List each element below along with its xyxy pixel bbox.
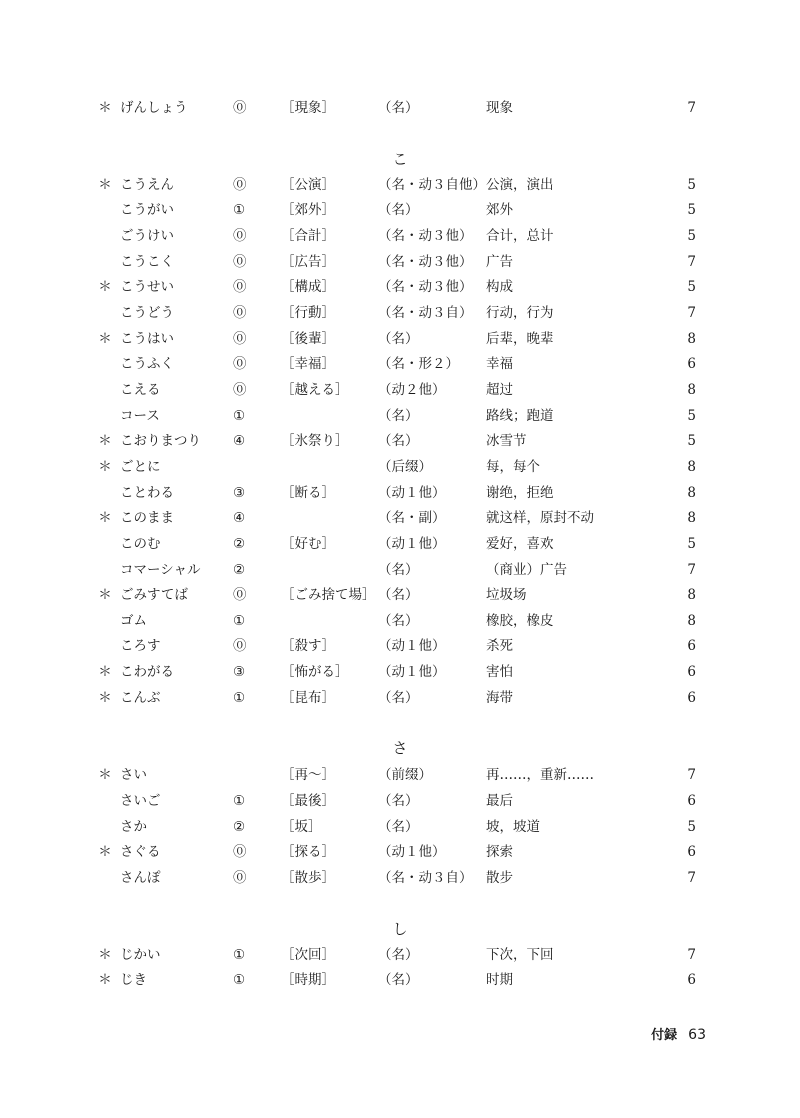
part-of-speech: （名） <box>378 408 419 424</box>
vocab-row <box>0 634 800 658</box>
vocab-row <box>0 660 800 684</box>
kanji-form: ［行動］ <box>281 305 335 321</box>
reading: こうはい <box>120 331 174 347</box>
reading: こうがい <box>120 202 174 218</box>
vocab-row <box>0 378 800 402</box>
part-of-speech: （名） <box>378 202 419 218</box>
section-heading: こ <box>392 150 408 168</box>
meaning: 构成 <box>486 279 513 295</box>
reading: コース <box>120 408 160 424</box>
lesson-number: 8 <box>687 510 696 526</box>
reading: こうえん <box>120 177 174 193</box>
meaning: 橡胶，橡皮 <box>486 613 554 629</box>
meaning: 路线；跑道 <box>486 408 554 424</box>
kanji-form: ［好む］ <box>281 536 335 552</box>
vocab-row <box>0 583 800 607</box>
kanji-form: ［時期］ <box>281 972 335 988</box>
meaning: 广告 <box>486 254 513 270</box>
meaning: 垃圾场 <box>486 587 527 603</box>
meaning: 现象 <box>486 100 513 116</box>
part-of-speech: （动１他） <box>378 844 446 860</box>
meaning: 散步 <box>486 870 513 886</box>
meaning: 合计，总计 <box>486 228 554 244</box>
accent-mark: ⓪ <box>233 100 247 116</box>
accent-mark: ⓪ <box>233 844 247 860</box>
lesson-number: 5 <box>687 536 696 552</box>
reading: ゴム <box>120 613 147 629</box>
lesson-number: 8 <box>687 459 696 475</box>
meaning: 害怕 <box>486 664 513 680</box>
part-of-speech: （名） <box>378 947 419 963</box>
kanji-form: ［合計］ <box>281 228 335 244</box>
meaning: 后辈，晚辈 <box>486 331 554 347</box>
lesson-number: 7 <box>687 305 696 321</box>
review-star-marker: ＊ <box>98 972 112 988</box>
review-star-marker: ＊ <box>98 510 112 526</box>
vocab-row <box>0 968 800 992</box>
lesson-number: 6 <box>687 844 696 860</box>
accent-mark: ⓪ <box>233 382 247 398</box>
vocab-row <box>0 173 800 197</box>
reading: ことわる <box>120 485 174 501</box>
kanji-form: ［幸福］ <box>281 356 335 372</box>
review-star-marker: ＊ <box>98 690 112 706</box>
kanji-form: ［氷祭り］ <box>281 433 349 449</box>
accent-mark: ⓪ <box>233 254 247 270</box>
vocab-row <box>0 789 800 813</box>
lesson-number: 6 <box>687 664 696 680</box>
reading: こんぶ <box>120 690 161 706</box>
lesson-number: 7 <box>687 254 696 270</box>
part-of-speech: （名） <box>378 587 419 603</box>
accent-mark: ⓪ <box>233 228 247 244</box>
accent-mark: ① <box>233 613 246 629</box>
lesson-number: 8 <box>687 587 696 603</box>
vocab-row <box>0 224 800 248</box>
part-of-speech: （名・动３他） <box>378 228 473 244</box>
part-of-speech: （名） <box>378 819 419 835</box>
vocab-row <box>0 815 800 839</box>
review-star-marker: ＊ <box>98 100 112 116</box>
vocab-row <box>0 96 800 120</box>
lesson-number: 7 <box>687 562 696 578</box>
review-star-marker: ＊ <box>98 433 112 449</box>
reading: じかい <box>120 947 161 963</box>
kanji-form: ［次回］ <box>281 947 335 963</box>
vocab-row <box>0 198 800 222</box>
reading: ころす <box>120 638 161 654</box>
accent-mark: ⓪ <box>233 177 247 193</box>
accent-mark: ① <box>233 947 246 963</box>
meaning: 爱好，喜欢 <box>486 536 554 552</box>
accent-mark: ③ <box>233 664 246 680</box>
reading: こえる <box>120 382 161 398</box>
kanji-form: ［殺す］ <box>281 638 335 654</box>
part-of-speech: （名） <box>378 613 419 629</box>
reading: さか <box>120 819 147 835</box>
appendix-label: 付録 <box>651 1028 678 1043</box>
lesson-number: 6 <box>687 793 696 809</box>
lesson-number: 6 <box>687 972 696 988</box>
accent-mark: ⓪ <box>233 870 247 886</box>
accent-mark: ① <box>233 690 246 706</box>
meaning: 海带 <box>486 690 513 706</box>
lesson-number: 5 <box>687 819 696 835</box>
reading: ごうけい <box>120 228 174 244</box>
vocab-row <box>0 455 800 479</box>
vocab-row <box>0 763 800 787</box>
page-footer <box>580 1022 706 1046</box>
lesson-number: 6 <box>687 356 696 372</box>
part-of-speech: （名・动３自他） <box>378 177 486 193</box>
accent-mark: ① <box>233 972 246 988</box>
lesson-number: 8 <box>687 485 696 501</box>
reading: さい <box>120 767 147 783</box>
review-star-marker: ＊ <box>98 279 112 295</box>
accent-mark: ⓪ <box>233 356 247 372</box>
reading: こおりまつり <box>120 433 201 449</box>
part-of-speech: （前缀） <box>378 767 432 783</box>
lesson-number: 6 <box>687 638 696 654</box>
lesson-number: 5 <box>687 433 696 449</box>
vocab-row <box>0 558 800 582</box>
reading: このむ <box>120 536 161 552</box>
accent-mark: ① <box>233 408 246 424</box>
accent-mark: ① <box>233 202 246 218</box>
reading: このまま <box>120 510 174 526</box>
vocab-row <box>0 609 800 633</box>
section-heading: し <box>392 920 408 938</box>
meaning: 最后 <box>486 793 513 809</box>
review-star-marker: ＊ <box>98 587 112 603</box>
reading: じき <box>120 972 147 988</box>
reading: げんしょう <box>120 100 188 116</box>
review-star-marker: ＊ <box>98 947 112 963</box>
reading: こうどう <box>120 305 174 321</box>
part-of-speech: （名） <box>378 972 419 988</box>
part-of-speech: （名・动３他） <box>378 254 473 270</box>
kanji-form: ［昆布］ <box>281 690 335 706</box>
lesson-number: 7 <box>687 100 696 116</box>
meaning: 郊外 <box>486 202 513 218</box>
kanji-form: ［後輩］ <box>281 331 335 347</box>
review-star-marker: ＊ <box>98 767 112 783</box>
vocab-row <box>0 840 800 864</box>
reading: ごみすてば <box>120 587 188 603</box>
part-of-speech: （动１他） <box>378 485 446 501</box>
review-star-marker: ＊ <box>98 844 112 860</box>
meaning: 超过 <box>486 382 513 398</box>
vocab-row <box>0 275 800 299</box>
accent-mark: ④ <box>233 433 246 449</box>
lesson-number: 5 <box>687 202 696 218</box>
vocab-row <box>0 250 800 274</box>
review-star-marker: ＊ <box>98 664 112 680</box>
reading: こうふく <box>120 356 174 372</box>
part-of-speech: （名・动３他） <box>378 279 473 295</box>
part-of-speech: （名・动３自） <box>378 305 473 321</box>
accent-mark: ④ <box>233 510 246 526</box>
reading: こうこく <box>120 254 174 270</box>
meaning: 行动，行为 <box>486 305 554 321</box>
meaning: 再……，重新…… <box>486 767 594 783</box>
lesson-number: 7 <box>687 870 696 886</box>
meaning: 时期 <box>486 972 513 988</box>
reading: さぐる <box>120 844 161 860</box>
part-of-speech: （动１他） <box>378 638 446 654</box>
vocab-row <box>0 506 800 530</box>
review-star-marker: ＊ <box>98 177 112 193</box>
kanji-form: ［公演］ <box>281 177 335 193</box>
page-number: 63 <box>688 1027 706 1043</box>
meaning: 探索 <box>486 844 513 860</box>
lesson-number: 7 <box>687 767 696 783</box>
kanji-form: ［現象］ <box>281 100 335 116</box>
part-of-speech: （名） <box>378 331 419 347</box>
vocab-row <box>0 352 800 376</box>
part-of-speech: （名） <box>378 433 419 449</box>
part-of-speech: （名・副） <box>378 510 446 526</box>
kanji-form: ［断る］ <box>281 485 335 501</box>
part-of-speech: （名） <box>378 562 419 578</box>
review-star-marker: ＊ <box>98 459 112 475</box>
meaning: 下次，下回 <box>486 947 554 963</box>
vocab-row <box>0 532 800 556</box>
accent-mark: ③ <box>233 485 246 501</box>
section-heading: さ <box>392 739 408 757</box>
part-of-speech: （名） <box>378 690 419 706</box>
reading: さんぽ <box>120 870 161 886</box>
kanji-form: ［怖がる］ <box>281 664 349 680</box>
accent-mark: ② <box>233 562 246 578</box>
kanji-form: ［再～］ <box>281 767 335 783</box>
kanji-form: ［越える］ <box>281 382 349 398</box>
reading: こわがる <box>120 664 174 680</box>
accent-mark: ⓪ <box>233 638 247 654</box>
vocab-row <box>0 327 800 351</box>
vocab-row <box>0 481 800 505</box>
lesson-number: 6 <box>687 690 696 706</box>
kanji-form: ［探る］ <box>281 844 335 860</box>
lesson-number: 5 <box>687 177 696 193</box>
kanji-form: ［最後］ <box>281 793 335 809</box>
lesson-number: 5 <box>687 279 696 295</box>
vocab-row <box>0 686 800 710</box>
accent-mark: ② <box>233 819 246 835</box>
part-of-speech: （名） <box>378 793 419 809</box>
part-of-speech: （名・形２） <box>378 356 459 372</box>
meaning: 就这样，原封不动 <box>486 510 594 526</box>
meaning: 冰雪节 <box>486 433 527 449</box>
lesson-number: 5 <box>687 408 696 424</box>
part-of-speech: （后缀） <box>378 459 432 475</box>
vocab-row <box>0 866 800 890</box>
vocab-row <box>0 301 800 325</box>
part-of-speech: （名） <box>378 100 419 116</box>
kanji-form: ［坂］ <box>281 819 322 835</box>
vocab-row <box>0 429 800 453</box>
vocab-row <box>0 943 800 967</box>
reading: こうせい <box>120 279 174 295</box>
lesson-number: 5 <box>687 228 696 244</box>
accent-mark: ⓪ <box>233 587 247 603</box>
kanji-form: ［散歩］ <box>281 870 335 886</box>
reading: さいご <box>120 793 161 809</box>
meaning: 杀死 <box>486 638 513 654</box>
kanji-form: ［郊外］ <box>281 202 335 218</box>
meaning: 公演，演出 <box>486 177 554 193</box>
part-of-speech: （动１他） <box>378 536 446 552</box>
accent-mark: ② <box>233 536 246 552</box>
review-star-marker: ＊ <box>98 331 112 347</box>
kanji-form: ［広告］ <box>281 254 335 270</box>
vocab-row <box>0 404 800 428</box>
accent-mark: ① <box>233 793 246 809</box>
meaning: 谢绝，拒绝 <box>486 485 554 501</box>
accent-mark: ⓪ <box>233 305 247 321</box>
part-of-speech: （名・动３自） <box>378 870 473 886</box>
kanji-form: ［ごみ捨て場］ <box>281 587 376 603</box>
accent-mark: ⓪ <box>233 331 247 347</box>
reading: コマーシャル <box>120 562 201 578</box>
meaning: 每，每个 <box>486 459 540 475</box>
accent-mark: ⓪ <box>233 279 247 295</box>
kanji-form: ［構成］ <box>281 279 335 295</box>
meaning: 幸福 <box>486 356 513 372</box>
lesson-number: 8 <box>687 331 696 347</box>
lesson-number: 8 <box>687 382 696 398</box>
part-of-speech: （动１他） <box>378 664 446 680</box>
reading: ごとに <box>120 459 161 475</box>
lesson-number: 8 <box>687 613 696 629</box>
part-of-speech: （动２他） <box>378 382 446 398</box>
meaning: （商业）广告 <box>486 562 567 578</box>
meaning: 坡，坡道 <box>486 819 540 835</box>
lesson-number: 7 <box>687 947 696 963</box>
